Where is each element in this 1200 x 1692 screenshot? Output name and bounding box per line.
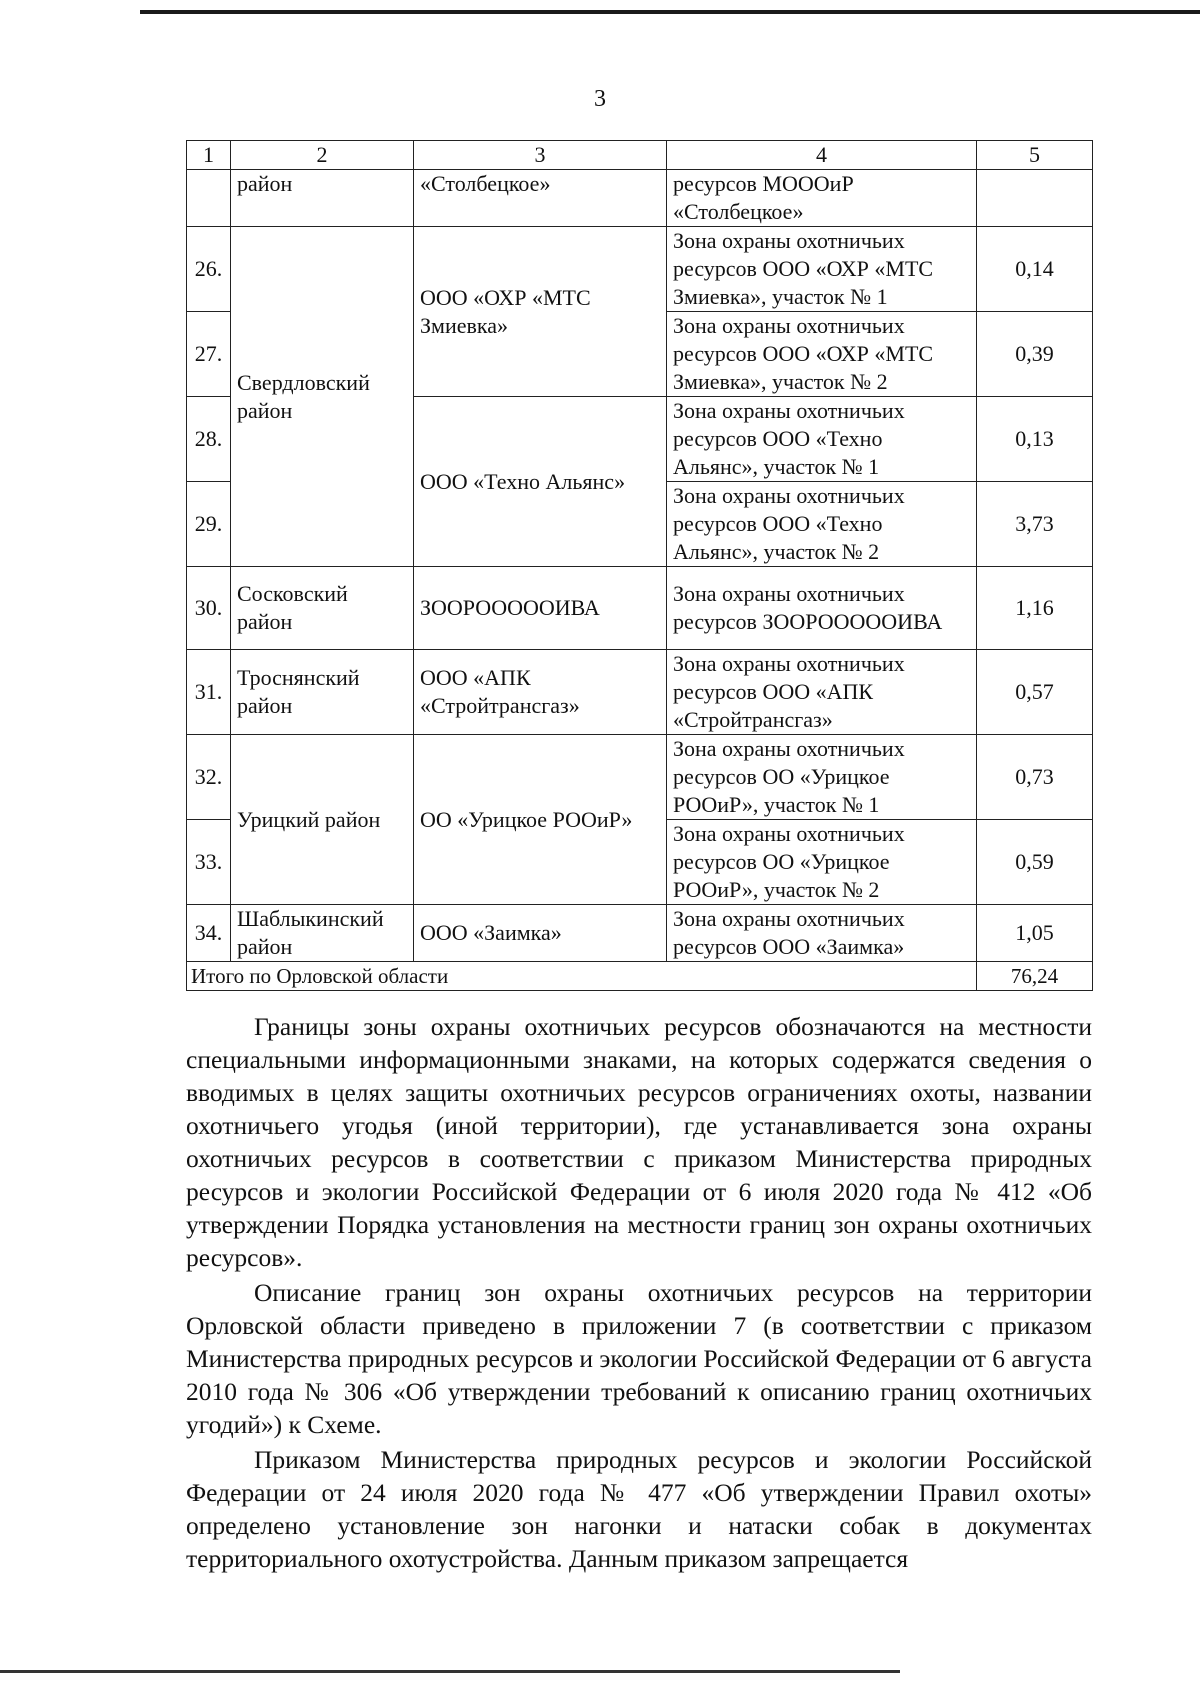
row-number-cell: 34. xyxy=(187,905,231,962)
organization-cell: «Столбецкое» xyxy=(414,170,667,227)
area-value-cell: 0,39 xyxy=(977,312,1093,397)
header-cell: 3 xyxy=(414,141,667,170)
area-value-cell: 0,59 xyxy=(977,820,1093,905)
row-number-cell: 33. xyxy=(187,820,231,905)
row-number-cell: 27. xyxy=(187,312,231,397)
zone-cell: Зона охраны охотничьих ресурсов ОО «Урицкое РООиР», участок № 1 xyxy=(667,735,977,820)
area-value-cell: 0,14 xyxy=(977,227,1093,312)
zone-cell: Зона охраны охотничьих ресурсов ООО «Техно Альянс», участок № 1 xyxy=(667,397,977,482)
row-number-cell: 26. xyxy=(187,227,231,312)
district-cell: Свердловский район xyxy=(231,227,414,567)
zone-cell: Зона охраны охотничьих ресурсов ООО «Заимка» xyxy=(667,905,977,962)
paragraph: Приказом Министерства природных ресурсов и экологии Российской Федерации от 24 июля 2020 года № 477 «Об утверждении Правил охоты» определено установление зон нагонки и натаски собак в документах территориального охотустройства. Данным приказом запрещается xyxy=(186,1445,1092,1573)
table-total-row xyxy=(187,962,1093,991)
row-number-cell: 32. xyxy=(187,735,231,820)
table-header-row xyxy=(187,141,1093,170)
page-number: 3 xyxy=(594,86,606,112)
zone-cell: Зона охраны охотничьих ресурсов ООО «АПК «Стройтрансгаз» xyxy=(667,650,977,735)
total-value: 76,24 xyxy=(977,962,1093,991)
table-row xyxy=(187,227,1093,312)
scan-border-bottom xyxy=(0,1670,900,1692)
area-value-cell: 1,16 xyxy=(977,567,1093,650)
header-cell: 4 xyxy=(667,141,977,170)
organization-cell: ОО «Урицкое РООиР» xyxy=(414,735,667,905)
district-cell: Сосковский район xyxy=(231,567,414,650)
area-value-cell: 0,13 xyxy=(977,397,1093,482)
area-value-cell: 0,57 xyxy=(977,650,1093,735)
zone-cell: Зона охраны охотничьих ресурсов ООО «ОХР «МТС Змиевка», участок № 2 xyxy=(667,312,977,397)
header-cell: 5 xyxy=(977,141,1093,170)
district-cell: район xyxy=(231,170,414,227)
paragraph: Границы зоны охраны охотничьих ресурсов обозначаются на местности специальными информационными знаками, на которых содержатся сведения о вводимых в целях защиты охотничьих ресурсов ограничениях охоты, названии охотничьего угодья (иной территории), где устанавливается зона охраны охотничьих ресурсов в соответствии с приказом Министерства природных ресурсов и экологии Российской Федерации от 6 июля 2020 года № 412 «Об утверждении Порядка установления на местности границ зон охраны охотничьих ресурсов». xyxy=(186,1012,1092,1272)
area-value-cell: 1,05 xyxy=(977,905,1093,962)
district-cell: Шаблыкинский район xyxy=(231,905,414,962)
row-number-cell: 28. xyxy=(187,397,231,482)
zone-cell: Зона охраны охотничьих ресурсов ООО «ОХР «МТС Змиевка», участок № 1 xyxy=(667,227,977,312)
zone-cell: ресурсов МОООиР «Столбецкое» xyxy=(667,170,977,227)
organization-cell: ООО «АПК «Стройтрансгаз» xyxy=(414,650,667,735)
area-value-cell xyxy=(977,170,1093,227)
row-number-cell: 29. xyxy=(187,482,231,567)
table-row xyxy=(187,735,1093,820)
district-cell: Троснянский район xyxy=(231,650,414,735)
body-text xyxy=(186,1010,1092,1575)
total-label: Итого по Орловской области xyxy=(187,962,977,991)
paragraph: Описание границ зон охраны охотничьих ресурсов на территории Орловской области приведено в приложении 7 (в соответствии с приказом Министерства природных ресурсов и экологии Российской Федерации от 6 августа 2010 года № 306 «Об утверждении требований к описанию границ охотничьих угодий») к Схеме. xyxy=(186,1278,1092,1439)
organization-cell: ООО «ОХР «МТС Змиевка» xyxy=(414,227,667,397)
zone-cell: Зона охраны охотничьих ресурсов ЗООРООООOИВА xyxy=(667,567,977,650)
row-number-cell xyxy=(187,170,231,227)
scan-border-top xyxy=(140,0,1200,14)
table-row xyxy=(187,567,1093,650)
zone-cell: Зона охраны охотничьих ресурсов ООО «Техно Альянс», участок № 2 xyxy=(667,482,977,567)
organization-cell: ООО «Заимка» xyxy=(414,905,667,962)
area-value-cell: 0,73 xyxy=(977,735,1093,820)
organization-cell: ООО «Техно Альянс» xyxy=(414,397,667,567)
table-row xyxy=(187,170,1093,227)
row-number-cell: 30. xyxy=(187,567,231,650)
organization-cell: ЗООРООООOИВА xyxy=(414,567,667,650)
zone-cell: Зона охраны охотничьих ресурсов ОО «Урицкое РООиР», участок № 2 xyxy=(667,820,977,905)
header-cell: 2 xyxy=(231,141,414,170)
row-number-cell: 31. xyxy=(187,650,231,735)
hunting-zones-table xyxy=(186,140,1093,991)
header-cell: 1 xyxy=(187,141,231,170)
area-value-cell: 3,73 xyxy=(977,482,1093,567)
table-row xyxy=(187,905,1093,962)
district-cell: Урицкий район xyxy=(231,735,414,905)
table-row xyxy=(187,650,1093,735)
